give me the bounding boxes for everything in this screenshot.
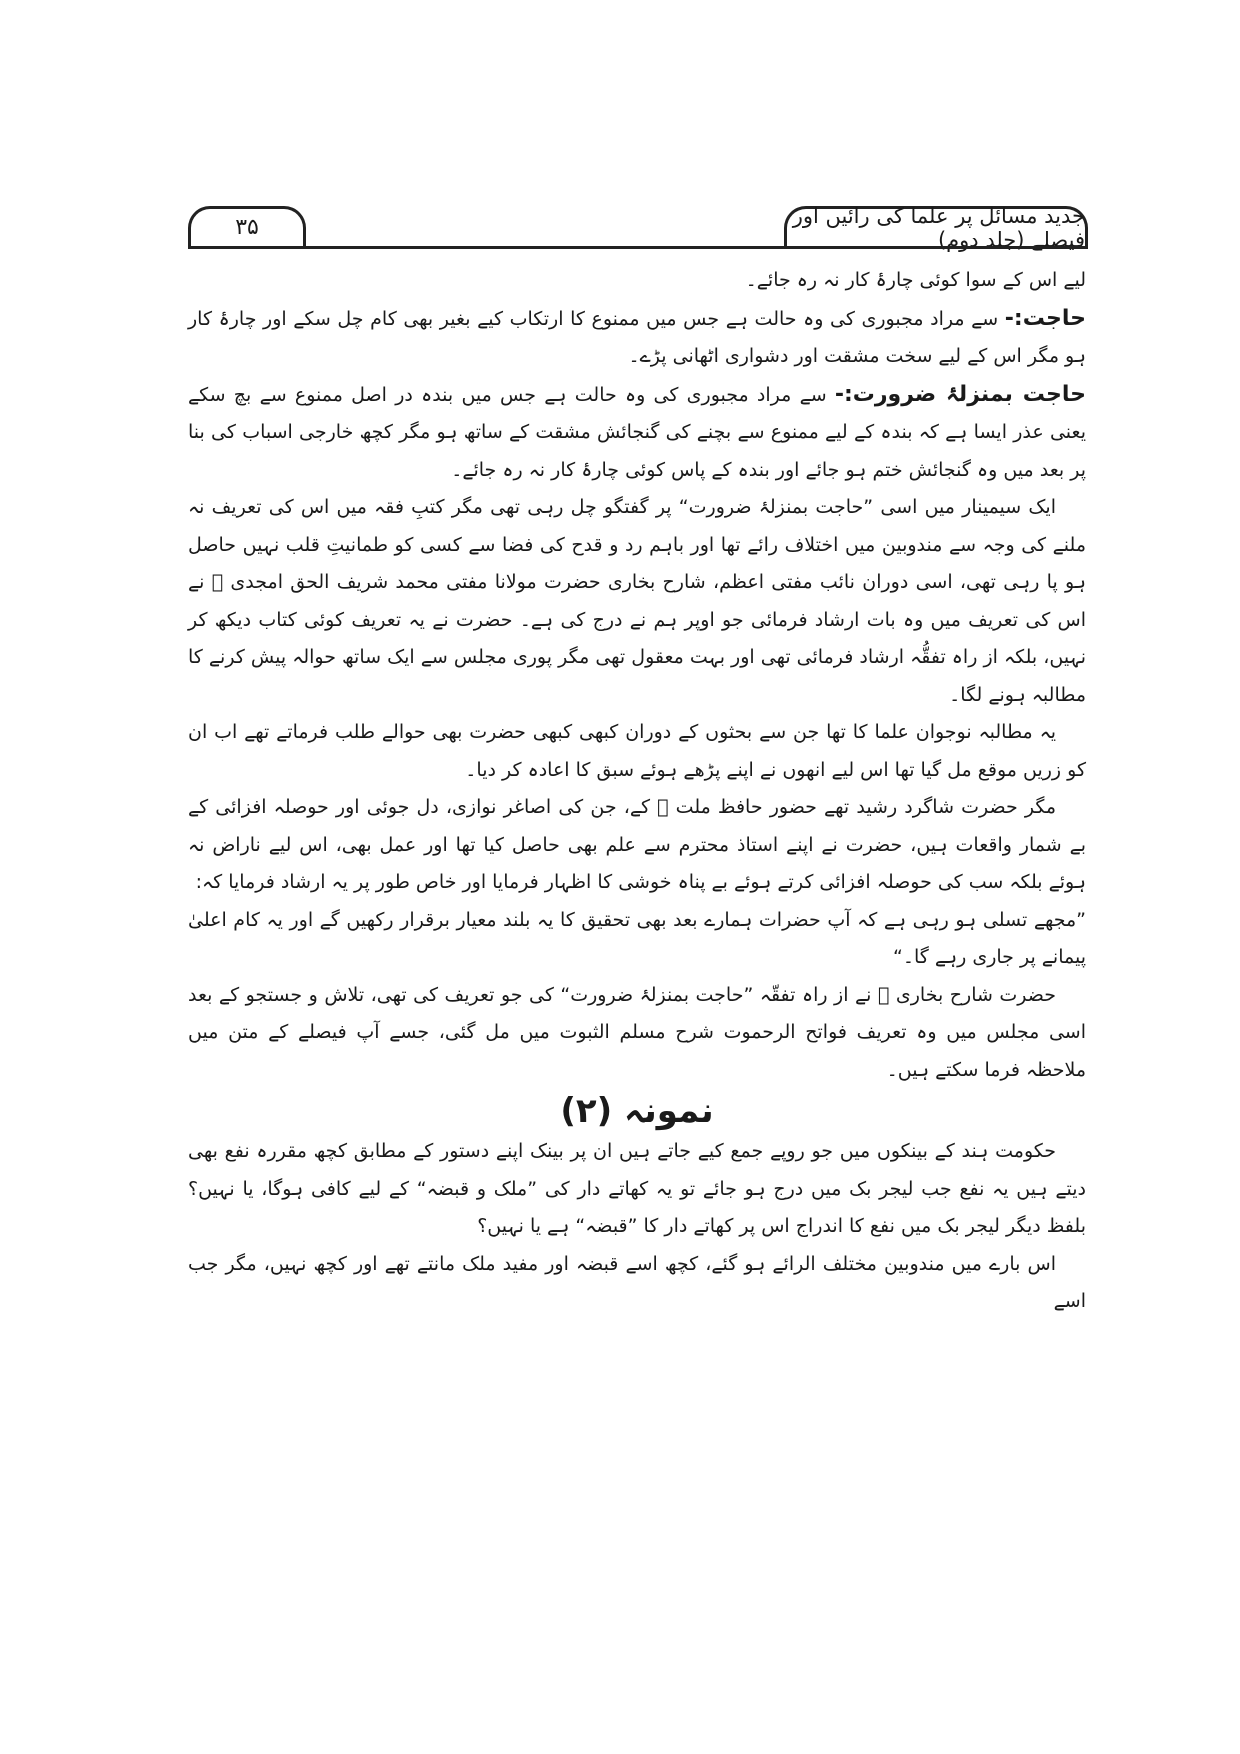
paragraph-hajat-ba-manzila-text: سے مراد مجبوری کی وہ حالت ہے جس میں بندہ در اصل ممنوع سے بچ سکے یعنی عذر ایسا ہے کہ بندہ کے لیے ممنوع سے بچنے کی گنجائش مشقت کے ساتھ ہو مگر کچھ خارجی اسباب کی بنا پر بعد میں وہ گنجائش ختم ہو جائے اور بندہ کے پاس کوئی چارۂ کار نہ رہ جائے۔ <box>188 383 1086 481</box>
paragraph-4: ایک سیمینار میں اسی ”حاجت بمنزلۂ ضرورت“ پر گفتگو چل رہی تھی مگر کتبِ فقہ میں اس کی تعریف نہ ملنے کی وجہ سے مندوبین میں اختلاف رائے تھا اور باہم رد و قدح کی فضا سے کسی کو طمانیتِ قلب نہیں حاصل ہو پا رہی تھی، اسی دوران نائب مفتی اعظم، شارح بخاری حضرت مولانا مفتی محمد شریف الحق امجدی ﷫ نے اس کی تعریف میں وہ بات ارشاد فرمائی جو اوپر ہم نے درج کی ہے۔ حضرت نے یہ تعریف کوئی کتاب دیکھ کر نہیں، بلکہ از راہ تفقُّہ ارشاد فرمائی تھی اور بہت معقول تھی مگر پوری مجلس سے ایک ساتھ حوالہ پیش کرنے کا مطالبہ ہونے لگا۔ <box>188 496 1086 706</box>
paragraph-6: مگر حضرت شاگرد رشید تھے حضور حافظ ملت ﷫ کے، جن کی اصاغر نوازی، دل جوئی اور حوصلہ افزائی کے بے شمار واقعات ہیں، حضرت نے اپنے استاذ محترم سے علم بھی حاصل کیا تھا اور عمل بھی، اس لیے ناراض نہ ہوئے بلکہ سب کی حوصلہ افزائی کرتے ہوئے بے پناہ خوشی کا اظہار فرمایا اور خاص طور پر یہ ارشاد فرمایا کہ: <box>188 796 1086 893</box>
quote-paragraph: ”مجھے تسلی ہو رہی ہے کہ آپ حضرات ہمارے بعد بھی تحقیق کا یہ بلند معیار برقرار رکھیں گے اور یہ کام اعلیٰ پیمانے پر جاری رہے گا۔“ <box>188 908 1086 968</box>
paragraph-hajat-text: سے مراد مجبوری کی وہ حالت ہے جس میں ممنوع کا ارتکاب کیے بغیر بھی کام چل سکے اور چارۂ کار ہو مگر اس کے لیے سخت مشقت اور دشواری اٹھانی پڑے۔ <box>188 307 1086 367</box>
paragraph-5: یہ مطالبہ نوجوان علما کا تھا جن سے بحثوں کے دوران کبھی کبھی حضرت بھی حوالے طلب فرماتے تھے اب ان کو زریں موقع مل گیا تھا اس لیے انھوں نے اپنے پڑھے ہوئے سبق کا اعادہ کر دیا۔ <box>188 721 1086 781</box>
book-title-tab <box>784 203 1088 252</box>
page-number: ۳۵ <box>235 215 259 240</box>
paragraph-9: حکومت ہند کے بینکوں میں جو روپے جمع کیے جاتے ہیں ان پر بینک اپنے دستور کے مطابق کچھ مقررہ نفع بھی دیتے ہیں یہ نفع جب لیجر بک میں درج ہو جائے تو یہ کھاتے دار کی ”ملک و قبضہ“ کے لیے کافی ہوگا، یا نہیں؟ بلفظ دیگر لیجر بک میں نفع کا اندراج اس پر کھاتے دار کا ”قبضہ“ ہے یا نہیں؟ <box>188 1140 1086 1237</box>
header-rule <box>188 246 1088 249</box>
paragraph-hajat <box>188 300 1086 376</box>
term-hajat: حاجت:- <box>1004 305 1086 331</box>
term-hajat-ba-manzila: حاجت بمنزلۂ ضرورت:- <box>834 381 1086 407</box>
paragraph-1: لیے اس کے سوا کوئی چارۂ کار نہ رہ جائے۔ <box>745 269 1086 291</box>
paragraph-10: اس بارے میں مندوبین مختلف الرائے ہو گئے، کچھ اسے قبضہ اور مفید ملک مانتے تھے اور کچھ نہیں، مگر جب اسے <box>188 1252 1086 1312</box>
section-heading: نمونہ (۲) <box>560 1091 714 1131</box>
page-body <box>188 262 1086 1321</box>
paragraph-8: حضرت شارح بخاری ﷫ نے از راہ تفقّہ ”حاجت بمنزلۂ ضرورت“ کی جو تعریف کی تھی، تلاش و جستجو کے بعد اسی مجلس میں وہ تعریف فواتح الرحموت شرح مسلم الثبوت میں مل گئی، جسے آپ فیصلے کے متن میں ملاحظہ فرما سکتے ہیں۔ <box>188 983 1086 1081</box>
page-number-tab <box>188 206 306 246</box>
running-header <box>188 203 1088 252</box>
paragraph-hajat-ba-manzila <box>188 376 1086 490</box>
book-title: جدید مسائل پر علما کی رائیں اور فیصلے (جلد دوم) <box>792 203 1085 252</box>
